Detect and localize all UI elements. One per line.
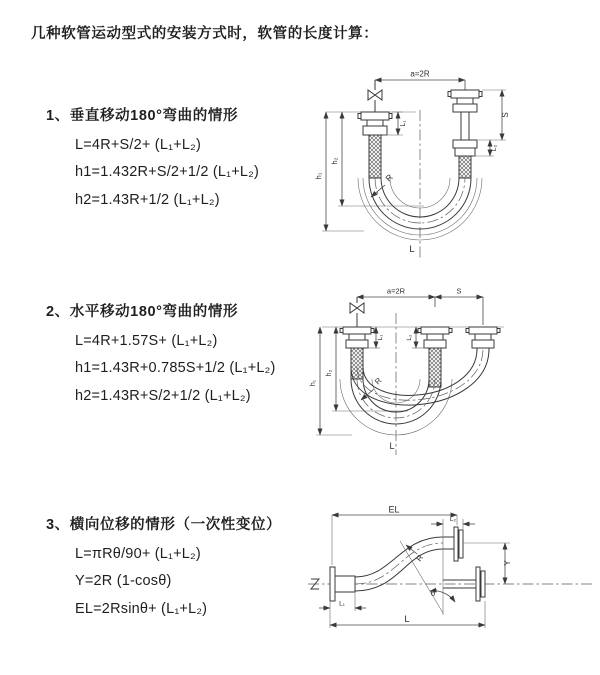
section-1-heading: 1、垂直移动180°弯曲的情形 — [46, 108, 239, 124]
dim-l1-label: L₁ — [400, 120, 407, 127]
left-flange — [330, 567, 355, 601]
dim-h2-label: h₂ — [326, 369, 333, 377]
dim-a2r-label: a=2R — [410, 69, 430, 79]
s-curve-drawing — [300, 503, 600, 648]
dim-y-label: Y — [503, 560, 512, 566]
dimension-s — [478, 90, 510, 140]
dimension-h1 — [314, 112, 364, 231]
dim-l1-label: L₁ — [377, 334, 384, 341]
radius-label: R — [414, 553, 426, 564]
formula-h1: h1=1.43R+0.785S+1/2 (L₁+L₂) — [75, 360, 276, 376]
dim-s-label: S — [501, 112, 510, 118]
valve-icon — [350, 297, 364, 327]
valve-icon — [368, 80, 382, 112]
length-label: L — [409, 244, 415, 255]
dim-h2-label: h₂ — [330, 157, 339, 165]
dim-el-label: EL — [388, 504, 400, 515]
section-3-heading: 3、横向位移的情形（一次性变位） — [46, 517, 282, 533]
dimension-a2r — [375, 70, 465, 91]
dim-a2r-label: a=2R — [386, 286, 406, 296]
dimension-l2 — [431, 516, 475, 529]
angle-construction — [400, 519, 455, 615]
formula-h2: h2=1.43R+1/2 (L₁+L₂) — [75, 191, 220, 208]
formula-y: Y=2R (1-cosθ) — [75, 573, 172, 589]
left-fitting — [358, 112, 392, 178]
radius-label: R — [373, 375, 384, 387]
section-vertical-motion — [46, 104, 259, 208]
dim-l2-label: L₂ — [406, 334, 413, 341]
section-horizontal-motion — [46, 300, 276, 404]
u-bend-drawing — [312, 66, 600, 261]
formula-length: L=4R+1.57S+ (L₁+L₂) — [75, 332, 218, 349]
radius-label: R — [383, 172, 395, 184]
dimension-l1 — [319, 592, 366, 611]
dim-l2-label: L₂ — [491, 144, 498, 152]
right-fitting — [466, 327, 500, 351]
section-lateral-displacement — [46, 513, 281, 617]
upper-right-flange — [443, 527, 463, 561]
formula-el: EL=2Rsinθ+ (L₁+L₂) — [75, 600, 208, 617]
page-title: 几种软管运动型式的安装方式时，软管的长度计算： — [31, 26, 379, 42]
dimension-s — [435, 287, 483, 298]
dim-l2-label: L₂ — [449, 516, 457, 523]
dim-l1-label: L₁ — [339, 600, 345, 608]
u-bend-drawing — [308, 283, 600, 463]
braided-hose-left — [351, 348, 363, 379]
dimension-y — [463, 543, 512, 584]
formula-h2: h2=1.43R+S/2+1/2 (L₁+L₂) — [75, 387, 251, 404]
diagram-vertical-u-bend — [312, 66, 600, 261]
braided-hose-right — [459, 156, 471, 178]
diagram-horizontal-u-bend — [308, 283, 600, 463]
right-fitting — [448, 90, 482, 178]
dim-l-label: L — [404, 614, 410, 625]
hose-s-curve — [355, 537, 443, 591]
formula-length: L=πRθ/90+ (L₁+L₂) — [75, 545, 201, 562]
formula-length: L=4R+S/2+ (L₁+L₂) — [75, 136, 201, 153]
dim-s-label: S — [456, 286, 462, 296]
hose-displaced-position — [351, 349, 489, 405]
angle-theta-label: θ — [430, 589, 436, 598]
dimension-el — [332, 505, 457, 566]
length-label: L — [389, 441, 395, 451]
dim-h1-label: h₁ — [314, 172, 323, 180]
dimension-l — [330, 601, 485, 628]
section-2-heading: 2、水平移动180°弯曲的情形 — [46, 304, 239, 320]
middle-fitting — [418, 327, 452, 387]
braided-hose-left — [369, 135, 381, 178]
formula-h1: h1=1.432R+S/2+1/2 (L₁+L₂) — [75, 164, 260, 180]
diagram-lateral-displacement — [300, 503, 600, 648]
dimension-a2r — [357, 287, 483, 326]
dim-h1-label: h₁ — [310, 379, 317, 387]
